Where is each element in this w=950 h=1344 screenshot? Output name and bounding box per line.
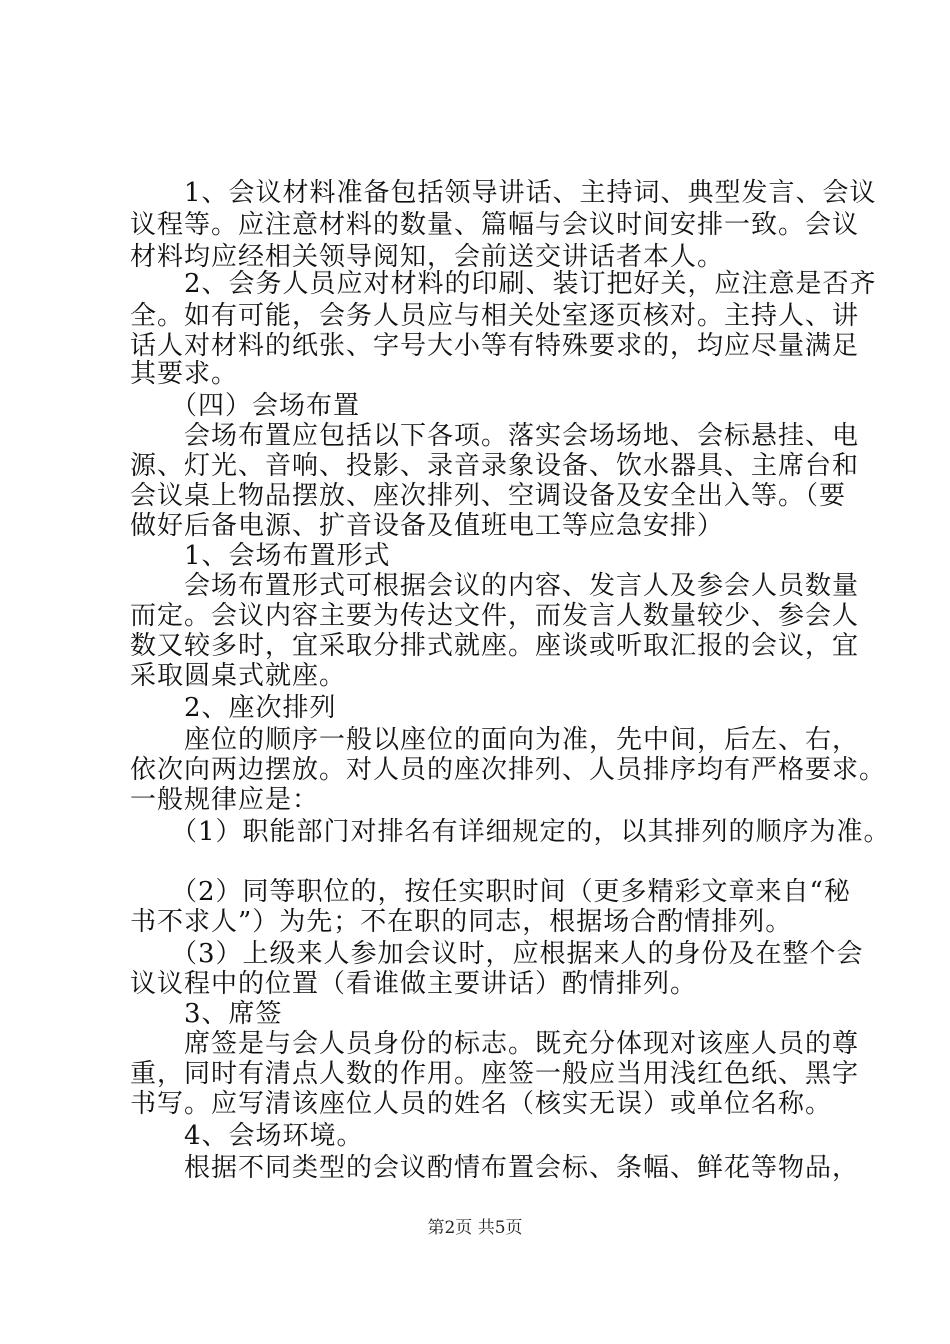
text-line: 座位的顺序一般以座位的面向为准，先中间，后左、右，	[130, 725, 860, 755]
text-line: 根据不同类型的会议酌情布置会标、条幅、鲜花等物品，	[130, 1153, 860, 1183]
text-line: 全。如有可能，会务人员应与相关处室逐页核对。主持人、讲	[130, 301, 860, 331]
text-line: 会场布置形式可根据会议的内容、发言人及参会人员数量	[130, 571, 860, 601]
text-line: 1、会议材料准备包括领导讲话、主持词、典型发言、会议	[130, 178, 877, 208]
text-line: 2、会务人员应对材料的印刷、装订把好关，应注意是否齐	[130, 269, 877, 299]
text-line: 一般规律应是：	[130, 785, 320, 815]
text-line: 话人对材料的纸张、字号大小等有特殊要求的，均应尽量满足	[130, 331, 860, 361]
text-line: 书写。应写清该座位人员的姓名（核实无误）或单位名称。	[130, 1089, 833, 1119]
text-line: 而定。会议内容主要为传达文件，而发言人数量较少、参会人	[130, 601, 860, 631]
text-line: 做好后备电源、扩音设备及值班电工等应急安排）	[130, 511, 725, 541]
text-line: 源、灯光、音响、投影、录音录象设备、饮水器具、主席台和	[130, 451, 860, 481]
text-line: 数又较多时，宜采取分排式就座。座谈或听取汇报的会议，宜	[130, 631, 860, 661]
text-line: 采取圆桌式就座。	[130, 661, 347, 691]
section-heading: （四）会场布置	[130, 391, 361, 421]
subsection-heading: 2、座次排列	[130, 693, 337, 723]
text-line: 议议程中的位置（看谁做主要讲话）酌情排列。	[130, 969, 698, 999]
list-item: （3）上级来人参加会议时，应根据来人的身份及在整个会	[130, 939, 864, 969]
text-line: 重，同时有清点人数的作用。座签一般应当用浅红色纸、黑字	[130, 1059, 860, 1089]
text-line: 依次向两边摆放。对人员的座次排列、人员排序均有严格要求。	[130, 755, 887, 785]
text-line: 其要求。	[130, 359, 239, 389]
text-line: 议程等。应注意材料的数量、篇幅与会议时间安排一致。会议	[130, 210, 860, 240]
subsection-heading: 1、会场布置形式	[130, 541, 391, 571]
subsection-heading: 4、会场环境。	[130, 1121, 364, 1151]
subsection-heading: 3、席签	[130, 999, 283, 1029]
list-item: （2）同等职位的，按任实职时间（更多精彩文章来自“秘	[130, 877, 851, 907]
text-line: 席签是与会人员身份的标志。既充分体现对该座人员的尊	[130, 1029, 860, 1059]
text-line: 材料均应经相关领导阅知，会前送交讲话者本人。	[130, 242, 725, 272]
text-line: 会场布置应包括以下各项。落实会场场地、会标悬挂、电	[130, 421, 860, 451]
list-item: （1）职能部门对排名有详细规定的，以其排列的顺序为准。	[130, 817, 891, 847]
text-line: 会议桌上物品摆放、座次排列、空调设备及安全出入等。（要	[130, 481, 847, 511]
text-line: 书不求人”）为先；不在职的同志，根据场合酌情排列。	[130, 907, 793, 937]
page-number-footer: 第2页 共5页	[427, 1218, 523, 1238]
